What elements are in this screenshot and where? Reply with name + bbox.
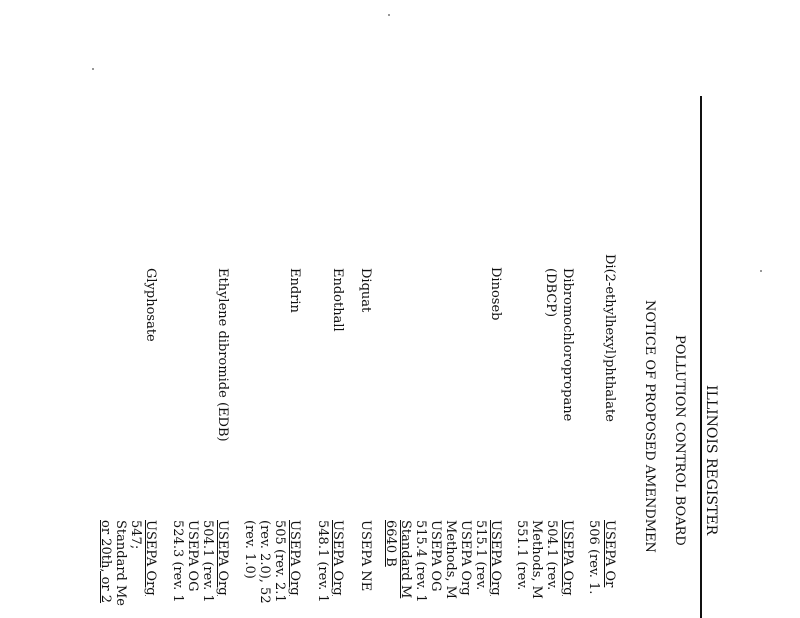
analyte-dbcp-abbr: (DBCP) bbox=[543, 268, 558, 318]
method-dinoseb-3: USEPA Org bbox=[458, 520, 473, 596]
analyte-endrin: Endrin bbox=[287, 268, 302, 313]
method-dinoseb-8: 6640 B bbox=[383, 520, 398, 567]
method-endrin-3: (rev. 2.0), 52 bbox=[257, 520, 272, 604]
method-dbcp-2: 504.1 (rev. bbox=[544, 520, 559, 591]
method-diquat-1: USEPA NE bbox=[358, 520, 373, 592]
notice-title: NOTICE OF PROPOSED AMENDMEN bbox=[642, 300, 657, 553]
method-edb-2: 504.1 (rev. 1 bbox=[200, 520, 215, 603]
analyte-diquat: Diquat bbox=[358, 268, 373, 313]
method-edb-4: 524.3 (rev. 1 bbox=[170, 520, 185, 603]
analyte-dehp: Di(2-ethylhexyl)phthalate bbox=[602, 254, 617, 422]
method-endrin-2: 505 (rev. 2.1 bbox=[272, 520, 287, 603]
method-edb-1: USEPA Org bbox=[215, 520, 230, 596]
scan-speck bbox=[760, 270, 762, 272]
method-endothall-1: USEPA Org bbox=[330, 520, 345, 596]
analyte-edb: Ethylene dibromide (EDB) bbox=[215, 268, 230, 442]
method-glyphosate-3: Standard Me bbox=[113, 520, 128, 606]
analyte-glyphosate: Glyphosate bbox=[143, 268, 158, 342]
analyte-endothall: Endothall bbox=[330, 268, 345, 332]
method-glyphosate-1: USEPA Org bbox=[143, 520, 158, 596]
method-endrin-4: (rev. 1.0) bbox=[242, 520, 257, 579]
method-edb-3: USEPA OG bbox=[185, 520, 200, 592]
scan-speck bbox=[388, 14, 390, 16]
method-dbcp-4: 551.1 (rev. bbox=[514, 520, 529, 591]
analyte-dbcp: Dibromochloropropane bbox=[560, 268, 575, 422]
method-dbcp-3: Methods, M bbox=[529, 520, 544, 599]
analyte-dinoseb: Dinoseb bbox=[488, 267, 503, 321]
register-title: ILLINOIS REGISTER bbox=[703, 385, 719, 536]
method-dinoseb-7: Standard M bbox=[398, 520, 413, 599]
method-dbcp-1: USEPA Org bbox=[560, 520, 575, 596]
header-rule bbox=[700, 96, 702, 618]
method-dinoseb-1: USEPA Org bbox=[488, 520, 503, 596]
method-dinoseb-5: USEPA OG bbox=[428, 520, 443, 592]
method-dehp-1: USEPA Or bbox=[602, 520, 617, 588]
scan-speck bbox=[92, 68, 94, 70]
board-title: POLLUTION CONTROL BOARD bbox=[672, 335, 687, 546]
method-endothall-2: 548.1 (rev. 1 bbox=[315, 520, 330, 603]
method-dinoseb-2: 515.1 (rev. bbox=[473, 520, 488, 591]
method-glyphosate-4: or 20th, or 2 bbox=[98, 520, 113, 604]
method-glyphosate-2: 547; bbox=[128, 520, 143, 550]
method-dehp-2: 506 (rev. 1. bbox=[586, 520, 601, 595]
method-endrin-1: USEPA Org bbox=[287, 520, 302, 596]
method-dinoseb-4: Methods, M bbox=[443, 520, 458, 599]
method-dinoseb-6: 515.4 (rev. 1 bbox=[413, 520, 428, 603]
